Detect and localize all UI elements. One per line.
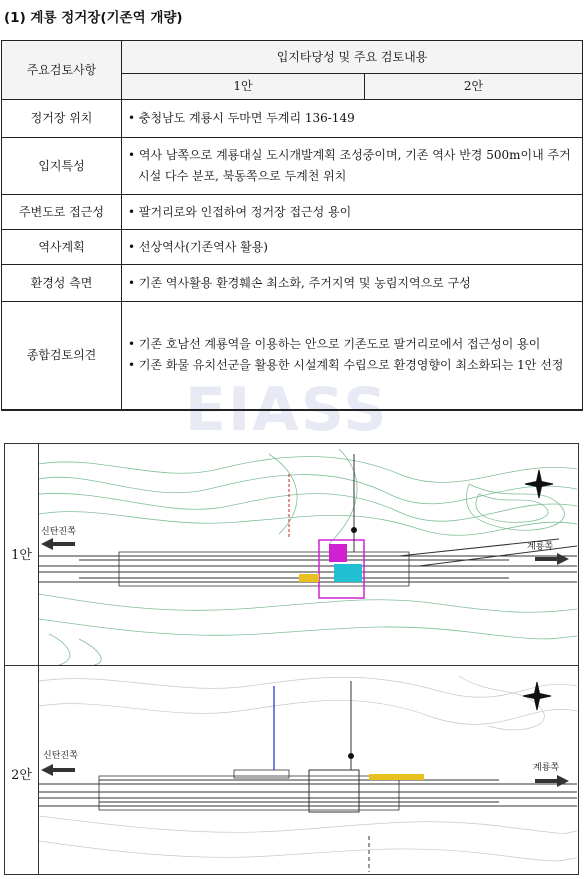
row-content-environment: • 기존 역사활용 환경훼손 최소화, 주거지역 및 농림지역으로 구성 <box>122 265 583 302</box>
plan-label-1: 1안 <box>11 548 32 563</box>
header-feasibility: 입지타당성 및 주요 검토내용 <box>122 41 583 74</box>
watermark: EIASS <box>185 375 389 445</box>
row-label-location: 정거장 위치 <box>2 100 122 138</box>
header-option-1: 1안 <box>122 74 365 100</box>
plan-label-2: 2안 <box>11 768 32 783</box>
row-content-location: • 충청남도 계룡시 두마면 두계리 136-149 <box>122 100 583 138</box>
row-label-site: 입지특성 <box>2 138 122 195</box>
plan-drawings <box>4 443 579 875</box>
plan-2-left-direction: 신탄진쪽 <box>43 751 78 761</box>
row-label-conclusion: 종합검토의견 <box>2 302 122 410</box>
plan-2-drawing <box>39 666 577 874</box>
plan-1-drawing <box>39 444 577 665</box>
row-content-station-plan: • 선상역사(기존역사 활용) <box>122 230 583 265</box>
plan-1-right-direction: 계룡쪽 <box>527 542 554 552</box>
row-label-access: 주변도로 접근성 <box>2 195 122 230</box>
row-label-environment: 환경성 측면 <box>2 265 122 302</box>
header-option-2: 2안 <box>365 74 583 100</box>
page-title: (1) 계룡 정거장(기존역 개량) <box>4 10 183 26</box>
row-content-access: • 팔거리로와 인접하여 정거장 접근성 용이 <box>122 195 583 230</box>
row-label-station-plan: 역사계획 <box>2 230 122 265</box>
review-table <box>1 40 583 411</box>
header-review-items: 주요검토사항 <box>2 41 122 100</box>
row-content-conclusion: • 기존 호남선 계룡역을 이용하는 안으로 기존도로 팔거리로에서 접근성이 용이 • 기존 화물 유치선군을 활용한 시설계획 수립으로 환경영향이 최소화되는 1안 선정 <box>122 302 583 410</box>
plan-2-right-direction: 계룡쪽 <box>533 763 560 773</box>
row-content-site: • 역사 남쪽으로 계룡대실 도시개발계획 조성중이며, 기존 역사 반경 500m이내 주거시설 다수 분포, 북동쪽으로 두계천 위치 <box>122 138 583 195</box>
plan-1-left-direction: 신탄진쪽 <box>41 527 76 537</box>
